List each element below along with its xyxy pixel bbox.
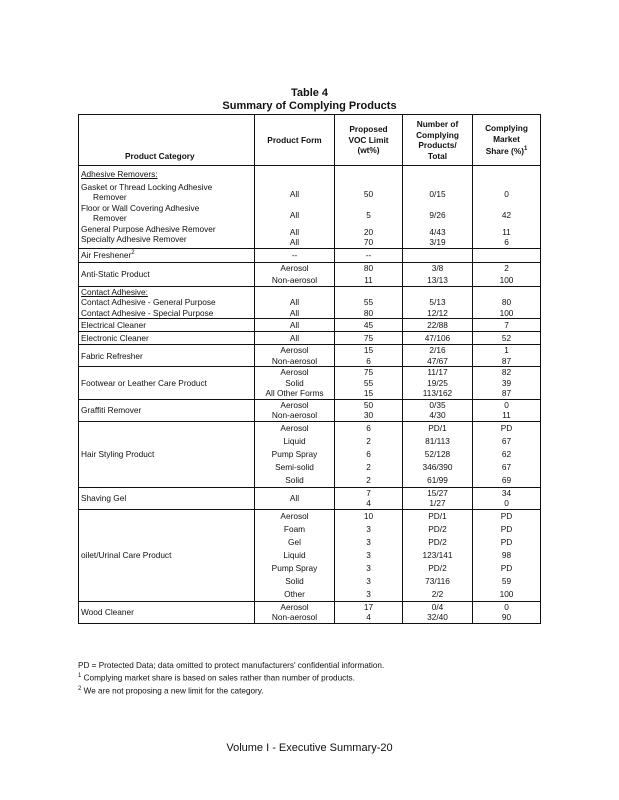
number-cell: 3/8 13/13 — [403, 262, 473, 286]
complying-products-table — [78, 114, 541, 624]
form-cell: Aerosol Non-aerosol — [255, 262, 335, 286]
table-row-electronic-cleaner — [79, 332, 541, 345]
form-cell: All — [255, 487, 335, 509]
table-row-toilet-urinal — [79, 509, 541, 601]
category-cell: Shaving Gel — [79, 487, 255, 509]
form-cell: Aerosol Non-aerosol — [255, 601, 335, 623]
category-cell: Anti-Static Product — [79, 262, 255, 286]
header-product-form: Product Form — [255, 115, 335, 166]
number-cell: 5/13 12/12 — [403, 286, 473, 319]
number-cell — [403, 248, 473, 262]
table-row-air-freshener — [79, 248, 541, 262]
table-row-footwear — [79, 367, 541, 400]
category-cell: Fabric Refresher — [79, 345, 255, 367]
number-cell: 11/17 19/25 113/162 — [403, 367, 473, 400]
number-cell: 0/35 4/30 — [403, 399, 473, 421]
voc-cell: 50 5 20 70 — [335, 166, 403, 249]
share-cell: PD PD PD 98 PD 59 100 — [473, 509, 541, 601]
voc-cell: 15 6 — [335, 345, 403, 367]
share-cell: 52 — [473, 332, 541, 345]
share-cell: 0 11 — [473, 399, 541, 421]
category-cell: Hair Styling Product — [79, 421, 255, 487]
voc-cell: 75 55 15 — [335, 367, 403, 400]
voc-cell: 45 — [335, 319, 403, 332]
number-cell: 22/88 — [403, 319, 473, 332]
form-cell: Aerosol Liquid Pump Spray Semi-solid Solid — [255, 421, 335, 487]
share-cell: 0 42 11 6 — [473, 166, 541, 249]
voc-cell: 80 11 — [335, 262, 403, 286]
category-cell: Electronic Cleaner — [79, 332, 255, 345]
category-cell: Air Freshener$^2$ — [79, 248, 255, 262]
share-cell: 2 100 — [473, 262, 541, 286]
share-cell: 34 0 — [473, 487, 541, 509]
voc-cell: -- — [335, 248, 403, 262]
category-cell: Contact Adhesive: Contact Adhesive - General Purpose Contact Adhesive - Special Purpose — [79, 286, 255, 319]
voc-cell: 6 2 6 2 2 — [335, 421, 403, 487]
share-cell: 1 87 — [473, 345, 541, 367]
footnote-2: $^2$ We are not proposing a new limit for the category. — [78, 685, 264, 696]
voc-cell: 10 3 3 3 3 3 3 — [335, 509, 403, 601]
table-title: Summary of Complying Products — [222, 100, 397, 112]
table-row-contact-adhesive — [79, 286, 541, 319]
footnote-1: $^1$ Complying market share is based on sales rather than number of products. — [78, 673, 355, 683]
number-cell: PD/1 PD/2 PD/2 123/141 PD/2 73/116 2/2 — [403, 509, 473, 601]
number-cell: 2/16 47/67 — [403, 345, 473, 367]
form-cell: Aerosol Non-aerosol — [255, 345, 335, 367]
number-cell: 0/4 32/40 — [403, 601, 473, 623]
number-cell: PD/1 81/113 52/128 346/390 61/99 — [403, 421, 473, 487]
table-number: Table 4 — [290, 87, 329, 99]
table-row-shaving-gel — [79, 487, 541, 509]
table-header-row — [79, 115, 541, 166]
form-cell: All — [255, 332, 335, 345]
form-cell: -- — [255, 248, 335, 262]
category-cell: Graffiti Remover — [79, 399, 255, 421]
header-number-complying: Number of Complying Products/ Total — [403, 115, 473, 166]
page-footer: Volume I - Executive Summary-20 — [226, 742, 393, 754]
share-cell: 0 90 — [473, 601, 541, 623]
footnote-pd: PD = Protected Data; data omitted to protect manufacturers' confidential information. — [78, 661, 385, 670]
table-row-electrical-cleaner — [79, 319, 541, 332]
table-row-graffiti-remover — [79, 399, 541, 421]
category-cell: Wood Cleaner — [79, 601, 255, 623]
share-cell: PD 67 62 67 69 — [473, 421, 541, 487]
share-cell: 7 — [473, 319, 541, 332]
share-cell: 82 39 87 — [473, 367, 541, 400]
header-voc-limit: Proposed VOC Limit (wt%) — [335, 115, 403, 166]
form-cell: Aerosol Solid All Other Forms — [255, 367, 335, 400]
form-cell: Aerosol Non-aerosol — [255, 399, 335, 421]
form-cell: Aerosol Foam Gel Liquid Pump Spray Solid Other — [255, 509, 335, 601]
voc-cell: 17 4 — [335, 601, 403, 623]
voc-cell: 75 — [335, 332, 403, 345]
voc-cell: 7 4 — [335, 487, 403, 509]
category-cell: Electrical Cleaner — [79, 319, 255, 332]
number-cell: 0/15 9/26 4/43 3/19 — [403, 166, 473, 249]
table-row-hair-styling — [79, 421, 541, 487]
category-cell: Footwear or Leather Care Product — [79, 367, 255, 400]
form-cell: All All All All — [255, 166, 335, 249]
share-cell — [473, 248, 541, 262]
form-cell: All All — [255, 286, 335, 319]
table-row-anti-static — [79, 262, 541, 286]
share-cell: 80 100 — [473, 286, 541, 319]
form-cell: All — [255, 319, 335, 332]
table-row-fabric-refresher — [79, 345, 541, 367]
number-cell: 15/27 1/27 — [403, 487, 473, 509]
category-cell: Adhesive Removers: Gasket or Thread Locking Adhesive Remover Floor or Wall Covering Adhesive Remover General Purpose Adhesive Remover Specialty Adhesive Remover — [79, 166, 255, 249]
table-row-adhesive-removers — [79, 166, 541, 249]
table-row-wood-cleaner — [79, 601, 541, 623]
category-cell: oilet/Urinal Care Product — [79, 509, 255, 601]
voc-cell: 55 80 — [335, 286, 403, 319]
number-cell: 47/106 — [403, 332, 473, 345]
table-footnotes — [78, 660, 384, 696]
voc-cell: 50 30 — [335, 399, 403, 421]
header-market-share: Complying Market Share (%)$^1$ — [473, 115, 541, 166]
header-product-category: Product Category — [79, 115, 255, 166]
